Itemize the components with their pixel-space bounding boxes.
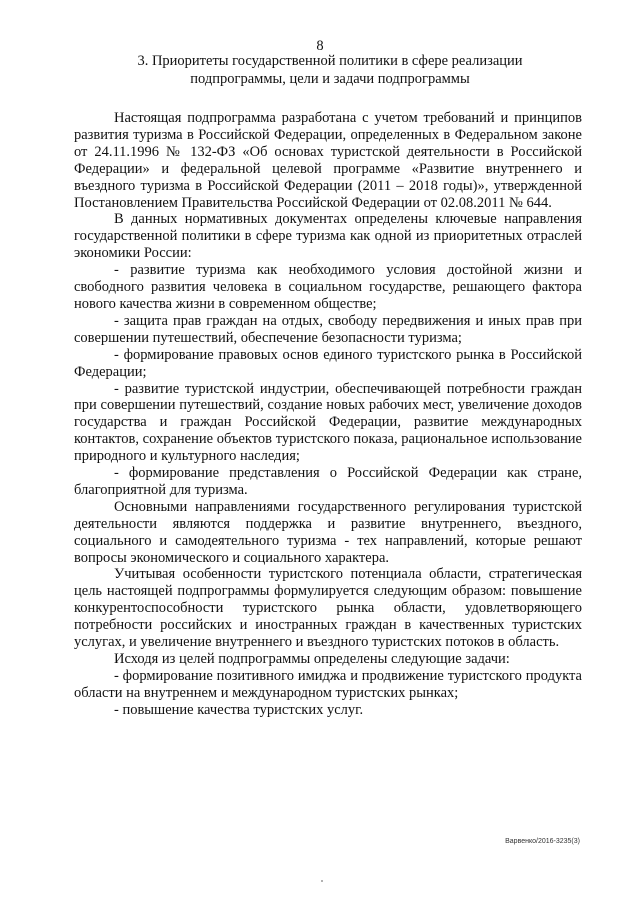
document-code: Варвенко/2016-3235(3) (505, 838, 580, 845)
list-item: - формирование правовых основ единого туристского рынка в Российской Федерации; (74, 346, 582, 380)
list-item: - развитие туристской индустрии, обеспечивающей потребности граждан при совершении путешествий, создание новых рабочих мест, увеличение доходов государства и граждан Российской Федерации, развитие международных контактов, сохранение объектов туристского показа, рациональное использование природного и культурного наследия; (74, 380, 582, 465)
scan-artifact (321, 880, 323, 882)
section-heading (80, 52, 580, 88)
paragraph-intro: Настоящая подпрограмма разработана с учетом требований и принципов развития туризма в Российской Федерации, определенных в Федеральном законе от 24.11.1996 № 132-ФЗ «Об основах туристской деятельности в Российской Федерации» и федеральной целевой программе «Развитие внутреннего и въездного туризма в Российской Федерации (2011 – 2018 годы)», утвержденной Постановлением Правительства Российской Федерации от 02.08.2011 № 644. (74, 110, 582, 211)
list-item: - защита прав граждан на отдых, свободу передвижения и иных прав при совершении путешествий, обеспечение безопасности туризма; (74, 312, 582, 346)
list-item: - формирование представления о Российской Федерации как стране, благоприятной для туризма. (74, 465, 582, 498)
paragraph-tasks-intro: Исходя из целей подпрограммы определены следующие задачи: (114, 651, 510, 667)
document-body (74, 110, 582, 719)
paragraph-key-directions: В данных нормативных документах определены ключевые направления государственной политики в сфере туризма как одной из приоритетных отраслей экономики России: (74, 211, 582, 262)
section-heading-line-2: подпрограммы, цели и задачи подпрограммы (190, 71, 470, 87)
paragraph-strategic-goal: Учитывая особенности туристского потенциала области, стратегическая цель настоящей подпрограммы формулируется следующим образом: повышение конкурентоспособности туристского рынка области, удовлетворяющего потребности российских и иностранных граждан в качественных туристских услугах, и увеличение внутреннего и въездного туристских потоков в область. (74, 566, 582, 651)
section-heading-line-1: 3. Приоритеты государственной политики в сфере реализации (137, 53, 523, 69)
list-item: - развитие туризма как необходимого условия достойной жизни и свободного развития человека в социальном государстве, решающего фактора нового качества жизни в современном обществе; (74, 262, 582, 312)
list-item: - формирование позитивного имиджа и продвижение туристского продукта области на внутреннем и международном туристских рынках; (74, 667, 582, 701)
paragraph-regulation: Основными направлениями государственного регулирования туристской деятельности являются поддержка и развитие внутреннего, въездного, социального и самодеятельного туризма - тех направлений, которые решают вопросы экономического и социального характера. (74, 498, 582, 566)
list-item: - повышение качества туристских услуг. (114, 701, 364, 718)
page-number: 8 (316, 38, 324, 54)
